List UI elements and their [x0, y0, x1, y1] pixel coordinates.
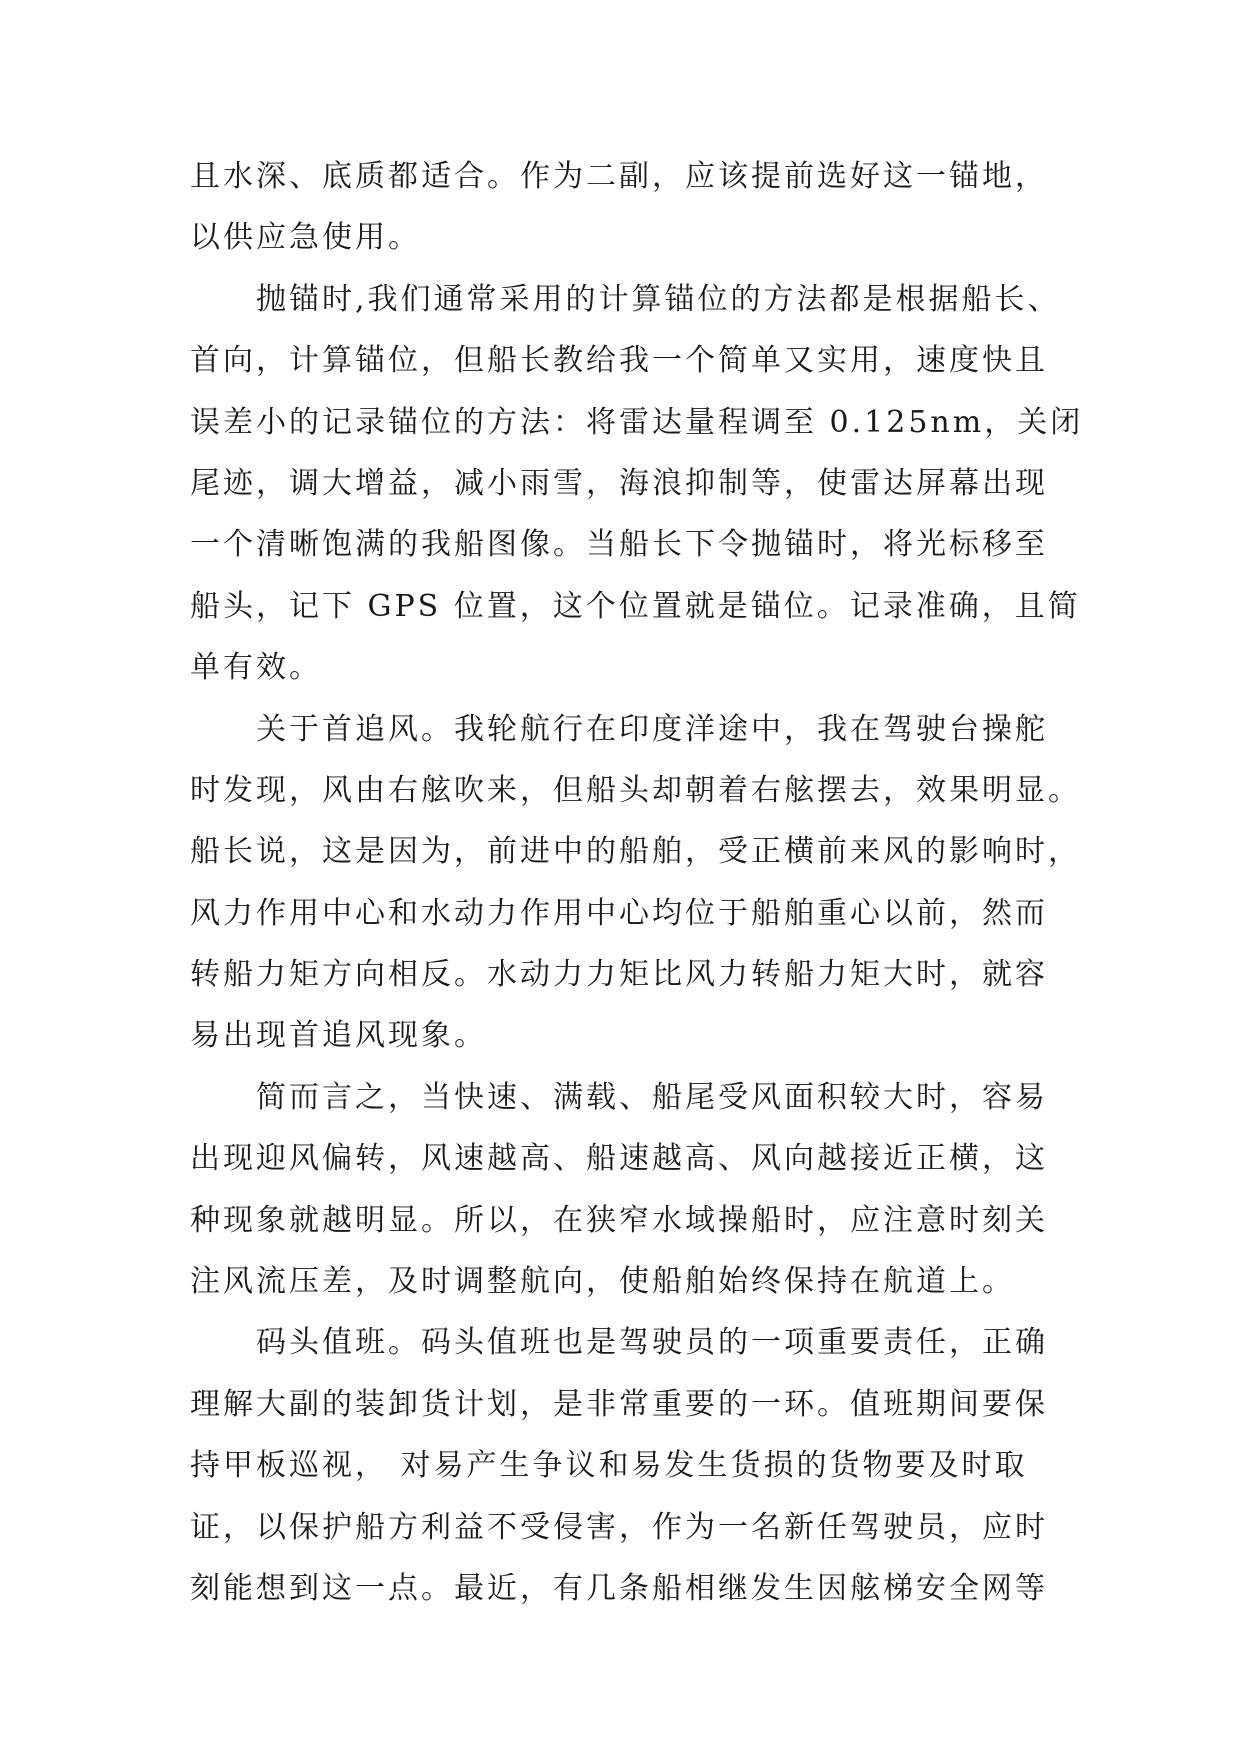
text-line: 注风流压差，及时调整航向，使船舶始终保持在航道上。	[190, 1264, 1015, 1300]
text-line: 种现象就越明显。所以，在狭窄水域操船时，应注意时刻关	[190, 1202, 1048, 1238]
text-line: 一个清晰饱满的我船图像。当船长下令抛锚时，将光标移至	[190, 527, 1048, 563]
text-line: 时发现，风由右舷吹来，但船头却朝着右舷摆去，效果明显。	[190, 772, 1081, 808]
text-line: 船头，记下 GPS 位置，这个位置就是锚位。记录准确，且简	[190, 588, 1081, 624]
text-line: 理解大副的装卸货计划，是非常重要的一环。值班期间要保	[190, 1386, 1048, 1422]
text-line: 转船力矩方向相反。水动力力矩比风力转船力矩大时，就容	[190, 957, 1048, 993]
text-line: 单有效。	[190, 650, 322, 686]
text-line: 持甲板巡视， 对易产生争议和易发生货损的货物要及时取	[190, 1448, 1028, 1484]
text-line: 易出现首追风现象。	[190, 1018, 487, 1054]
paragraph-start-line: 抛锚时,我们通常采用的计算锚位的方法都是根据船长、	[256, 281, 1061, 317]
text-line: 刻能想到这一点。最近，有几条船相继发生因舷梯安全网等	[190, 1570, 1048, 1606]
text-line: 且水深、底质都适合。作为二副，应该提前选好这一锚地，	[190, 159, 1048, 194]
text-line: 证，以保护船方利益不受侵害，作为一名新任驾驶员，应时	[190, 1509, 1048, 1545]
paragraph-start-line: 简而言之，当快速、满载、船尾受风面积较大时，容易	[256, 1079, 1048, 1115]
paragraph-start-line: 码头值班。码头值班也是驾驶员的一项重要责任，正确	[256, 1325, 1048, 1361]
text-line: 误差小的记录锚位的方法：将雷达量程调至 0.125nm，关闭	[190, 404, 1084, 440]
paragraph-start-line: 关于首追风。我轮航行在印度洋途中，我在驾驶台操舵	[256, 711, 1048, 747]
text-line: 船长说，这是因为，前进中的船舶，受正横前来风的影响时，	[190, 834, 1081, 870]
text-line: 以供应急使用。	[190, 220, 421, 256]
body-text	[190, 157, 1090, 1630]
text-line: 尾迹，调大增益，减小雨雪，海浪抑制等，使雷达屏幕出现	[190, 465, 1048, 501]
text-line: 风力作用中心和水动力作用中心均位于船舶重心以前，然而	[190, 895, 1048, 931]
text-line: 出现迎风偏转，风速越高、船速越高、风向越接近正横，这	[190, 1141, 1048, 1177]
text-line: 首向，计算锚位，但船长教给我一个简单又实用，速度快且	[190, 343, 1048, 379]
